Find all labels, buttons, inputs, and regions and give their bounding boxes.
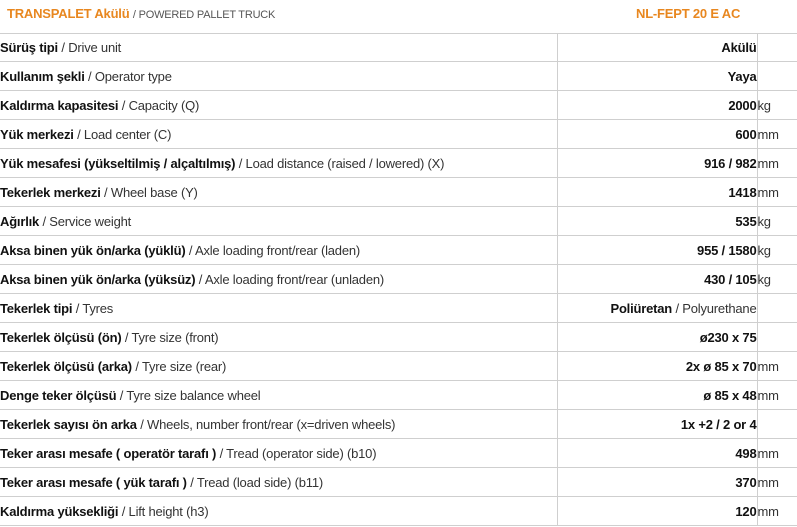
spec-row [0, 439, 797, 468]
spec-value [557, 294, 757, 323]
spec-value [557, 323, 757, 352]
spec-row [0, 236, 797, 265]
spec-unit [757, 410, 797, 439]
spec-unit: mm [757, 468, 797, 497]
spec-label-en: / Load center (C) [73, 126, 172, 142]
spec-label-en: / Capacity (Q) [118, 97, 200, 113]
spec-label [0, 439, 557, 468]
spec-row [0, 294, 797, 323]
spec-label-en: / Tyres [72, 300, 114, 316]
spec-unit: mm [757, 120, 797, 149]
spec-value [557, 91, 757, 120]
spec-label-tr: Sürüş tipi [0, 39, 58, 55]
spec-value [557, 120, 757, 149]
spec-label-tr: Teker arası mesafe ( yük tarafı ) [0, 474, 187, 490]
spec-unit: mm [757, 352, 797, 381]
spec-value-text: 916 / 982 [704, 155, 757, 171]
spec-label-en: / Drive unit [57, 39, 122, 55]
spec-label [0, 33, 557, 62]
spec-value [557, 62, 757, 91]
spec-row [0, 323, 797, 352]
spec-label-tr: Yük merkezi [0, 126, 74, 142]
spec-label-en: / Tyre size (front) [121, 329, 219, 345]
spec-label-en: / Operator type [84, 68, 172, 84]
spec-value [557, 352, 757, 381]
spec-value-text: ø230 x 75 [699, 329, 757, 345]
spec-value-text: 600 [735, 126, 757, 142]
spec-label [0, 381, 557, 410]
spec-value-text: 1418 [728, 184, 757, 200]
spec-unit: mm [757, 381, 797, 410]
spec-value-text: 2x ø 85 x 70 [685, 358, 757, 374]
spec-unit: kg [757, 265, 797, 294]
spec-label [0, 468, 557, 497]
spec-value [557, 497, 757, 526]
spec-value-text: 535 [735, 213, 757, 229]
spec-value [557, 381, 757, 410]
spec-label-tr: Kaldırma yüksekliği [0, 503, 119, 519]
spec-label [0, 207, 557, 236]
spec-unit [757, 33, 797, 62]
spec-value [557, 178, 757, 207]
spec-value-text: 370 [735, 474, 757, 490]
spec-value-text: Akülü [721, 39, 757, 55]
spec-label-tr: Kaldırma kapasitesi [0, 97, 119, 113]
spec-label [0, 352, 557, 381]
spec-value-en: / Polyurethane [672, 300, 757, 316]
spec-label [0, 178, 557, 207]
spec-row [0, 120, 797, 149]
spec-value-text: 120 [735, 503, 757, 519]
spec-value [557, 149, 757, 178]
spec-label-en: / Tyre size balance wheel [116, 387, 261, 403]
spec-value [557, 33, 757, 62]
spec-row [0, 497, 797, 526]
spec-row [0, 381, 797, 410]
product-title-tr: TRANSPALET Akülü [7, 6, 130, 21]
product-title [7, 6, 275, 21]
spec-label-tr: Tekerlek merkezi [0, 184, 101, 200]
spec-unit [757, 294, 797, 323]
spec-value [557, 468, 757, 497]
spec-label-en: / Tread (load side) (b11) [186, 474, 324, 490]
spec-value-text: ø 85 x 48 [703, 387, 757, 403]
spec-label [0, 294, 557, 323]
spec-label [0, 497, 557, 526]
spec-row [0, 62, 797, 91]
spec-unit: kg [757, 207, 797, 236]
spec-row [0, 468, 797, 497]
spec-value [557, 265, 757, 294]
spec-label-en: / Axle loading front/rear (unladen) [195, 271, 385, 287]
spec-label-tr: Tekerlek tipi [0, 300, 73, 316]
spec-value [557, 236, 757, 265]
spec-unit [757, 62, 797, 91]
spec-label-tr: Tekerlek sayısı ön arka [0, 416, 137, 432]
spec-value [557, 410, 757, 439]
spec-row [0, 33, 797, 62]
spec-table [0, 33, 797, 526]
spec-label-tr: Denge teker ölçüsü [0, 387, 117, 403]
spec-row [0, 410, 797, 439]
spec-label-en: / Tyre size (rear) [131, 358, 227, 374]
spec-label-tr: Teker arası mesafe ( operatör tarafı ) [0, 445, 217, 461]
spec-row [0, 207, 797, 236]
spec-label [0, 236, 557, 265]
spec-value [557, 439, 757, 468]
spec-label-en: / Wheel base (Y) [100, 184, 198, 200]
spec-row [0, 352, 797, 381]
spec-label-tr: Yük mesafesi (yükseltilmiş / alçaltılmış) [0, 155, 236, 171]
spec-label-en: / Wheels, number front/rear (x=driven wheels) [136, 416, 396, 432]
spec-label-tr: Tekerlek ölçüsü (ön) [0, 329, 122, 345]
spec-row [0, 265, 797, 294]
spec-label-en: / Load distance (raised / lowered) (X) [235, 155, 445, 171]
spec-label [0, 91, 557, 120]
spec-label-en: / Tread (operator side) (b10) [216, 445, 377, 461]
spec-label-tr: Aksa binen yük ön/arka (yüklü) [0, 242, 186, 258]
spec-unit [757, 323, 797, 352]
spec-label-tr: Tekerlek ölçüsü (arka) [0, 358, 132, 374]
spec-label [0, 62, 557, 91]
spec-value-text: 2000 [728, 97, 757, 113]
spec-row [0, 149, 797, 178]
spec-label [0, 120, 557, 149]
spec-label [0, 265, 557, 294]
spec-label-tr: Aksa binen yük ön/arka (yüksüz) [0, 271, 196, 287]
spec-value-text: 1x +2 / 2 or 4 [680, 416, 757, 432]
spec-unit: kg [757, 91, 797, 120]
product-title-en: / POWERED PALLET TRUCK [132, 9, 276, 21]
spec-unit: mm [757, 178, 797, 207]
model-number: NL-FEPT 20 E AC [636, 6, 741, 21]
spec-unit: mm [757, 439, 797, 468]
spec-label [0, 410, 557, 439]
spec-unit: mm [757, 149, 797, 178]
spec-unit: kg [757, 236, 797, 265]
spec-label [0, 323, 557, 352]
spec-label-en: / Axle loading front/rear (laden) [185, 242, 361, 258]
spec-value-text: 498 [735, 445, 757, 461]
spec-row [0, 91, 797, 120]
spec-label-en: / Lift height (h3) [118, 503, 209, 519]
spec-row [0, 178, 797, 207]
spec-label-tr: Ağırlık [0, 213, 40, 229]
spec-value-text: 430 / 105 [704, 271, 757, 287]
spec-label-tr: Kullanım şekli [0, 68, 85, 84]
spec-value-text: 955 / 1580 [697, 242, 757, 258]
spec-unit: mm [757, 497, 797, 526]
spec-value-text: Poliüretan [610, 300, 673, 316]
spec-label-en: / Service weight [39, 213, 132, 229]
sheet-header [0, 0, 797, 34]
spec-value-text: Yaya [727, 68, 757, 84]
spec-value [557, 207, 757, 236]
spec-label [0, 149, 557, 178]
